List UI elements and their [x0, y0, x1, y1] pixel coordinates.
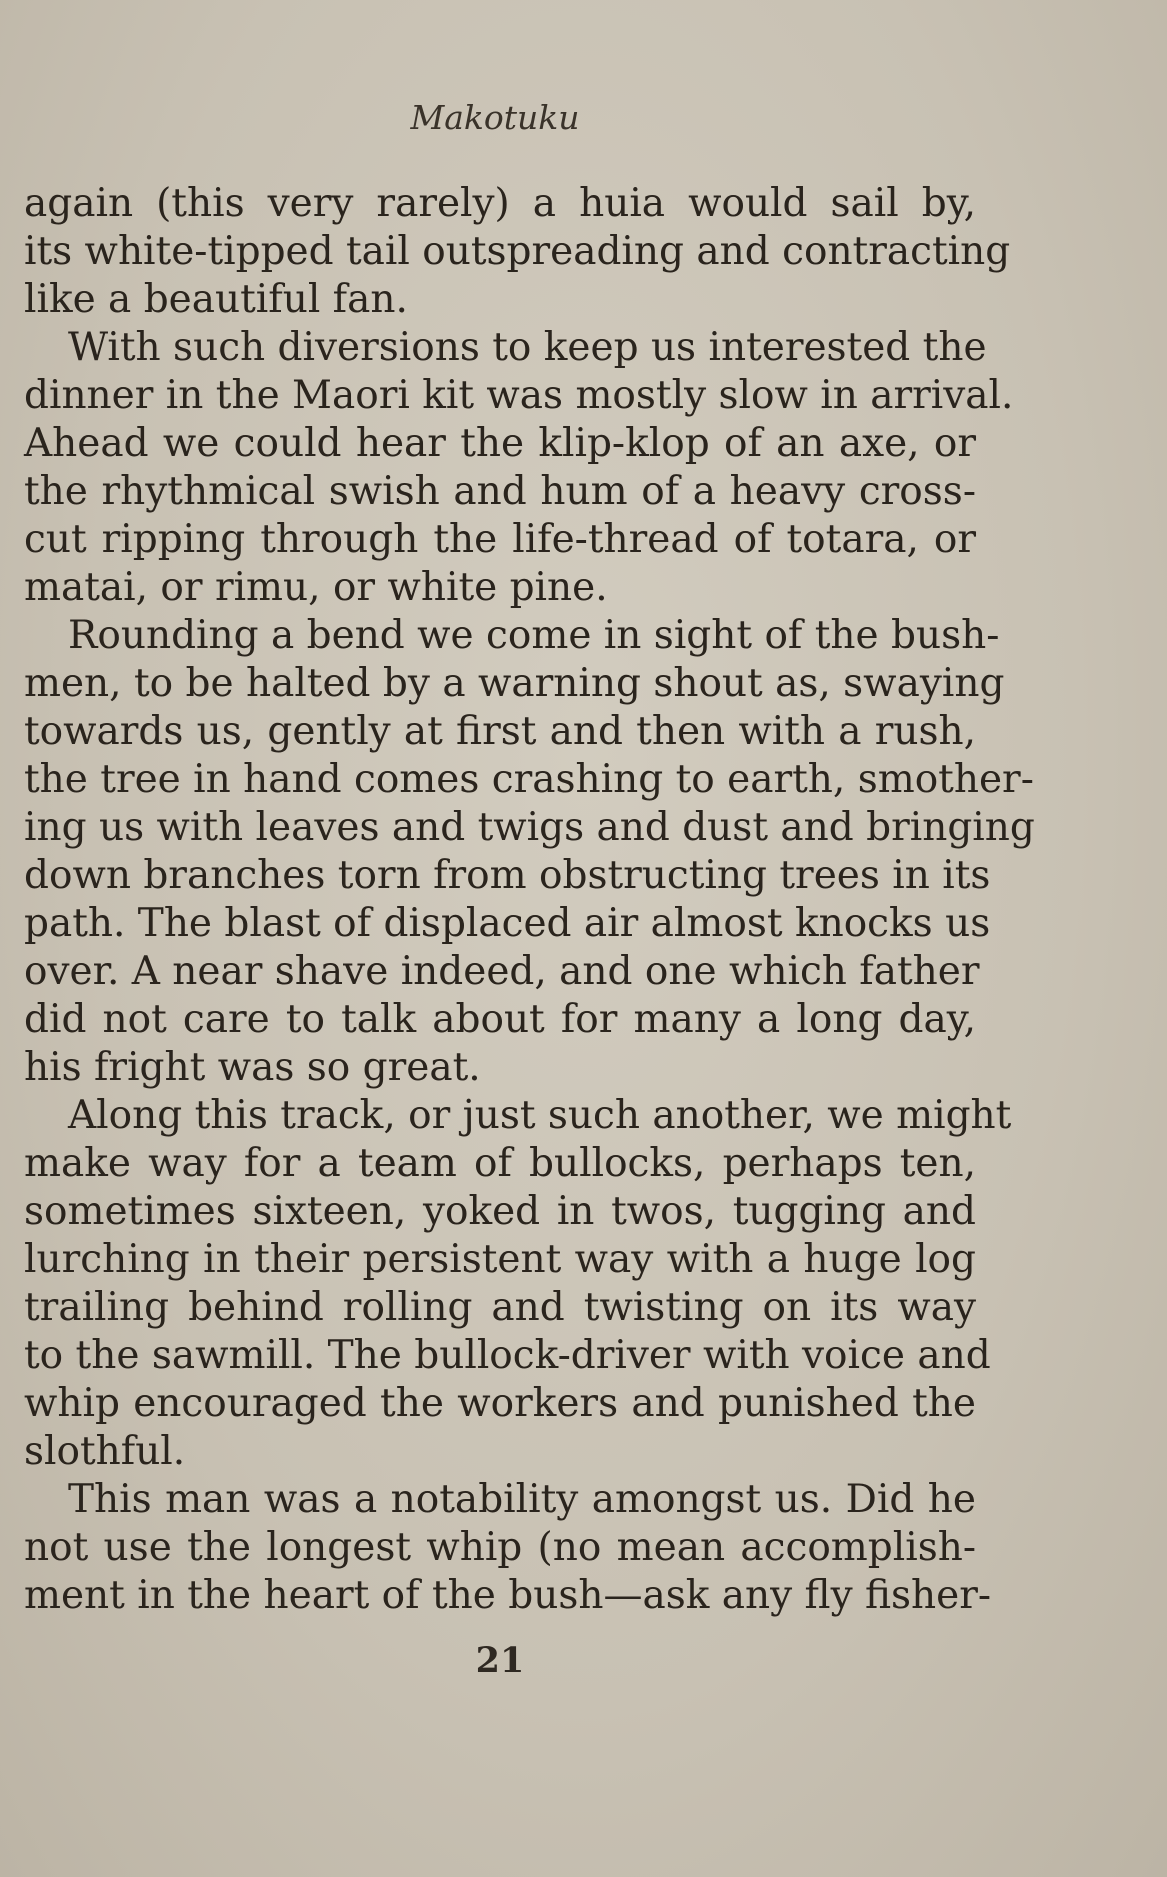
text-line: make way for a team of bullocks, perhaps ten,: [24, 1141, 976, 1186]
text-line: the tree in hand comes crashing to earth, smother-: [24, 757, 1034, 802]
text-line: ment in the heart of the bush—ask any fly fisher-: [24, 1573, 992, 1618]
text-line: its white-tipped tail outspreading and contracting: [24, 229, 1011, 274]
text-line: path. The blast of displaced air almost knocks us: [24, 901, 991, 946]
text-line: dinner in the Maori kit was mostly slow in arrival.: [24, 373, 1014, 418]
text-line: over. A near shave indeed, and one which father: [24, 949, 980, 994]
text-line: again (this very rarely) a huia would sail by,: [24, 181, 976, 226]
text-line: slothful.: [24, 1429, 186, 1474]
text-line: like a beautiful fan.: [24, 277, 408, 322]
running-head: Makotuku: [410, 98, 580, 137]
text-line: Along this track, or just such another, we might: [68, 1093, 1012, 1138]
text-line: men, to be halted by a warning shout as, swaying: [24, 661, 1005, 706]
text-line: matai, or rimu, or white pine.: [24, 565, 608, 610]
text-line: not use the longest whip (no mean accomplish-: [24, 1525, 976, 1570]
text-line: his fright was so great.: [24, 1045, 481, 1090]
text-line: sometimes sixteen, yoked in twos, tugging and: [24, 1189, 976, 1234]
text-line: This man was a notability amongst us. Did he: [68, 1477, 976, 1522]
text-line: Rounding a bend we come in sight of the bush-: [68, 613, 1000, 658]
text-line: cut ripping through the life-thread of totara, or: [24, 517, 976, 562]
text-line: trailing behind rolling and twisting on its way: [24, 1285, 976, 1330]
text-line: With such diversions to keep us interested the: [68, 325, 987, 370]
body-text: [24, 180, 1035, 1620]
text-line: did not care to talk about for many a long day,: [24, 997, 976, 1042]
page-number: 21: [475, 1640, 525, 1681]
text-line: to the sawmill. The bullock-driver with voice and: [24, 1333, 991, 1378]
text-line: down branches torn from obstructing trees in its: [24, 853, 991, 898]
text-line: towards us, gently at first and then with a rush,: [24, 709, 976, 754]
text-line: Ahead we could hear the klip-klop of an axe, or: [24, 421, 976, 466]
text-line: whip encouraged the workers and punished the: [24, 1381, 976, 1426]
text-line: the rhythmical swish and hum of a heavy cross-: [24, 469, 976, 514]
text-line: ing us with leaves and twigs and dust and bringing: [24, 805, 1035, 850]
text-line: lurching in their persistent way with a huge log: [24, 1237, 976, 1282]
